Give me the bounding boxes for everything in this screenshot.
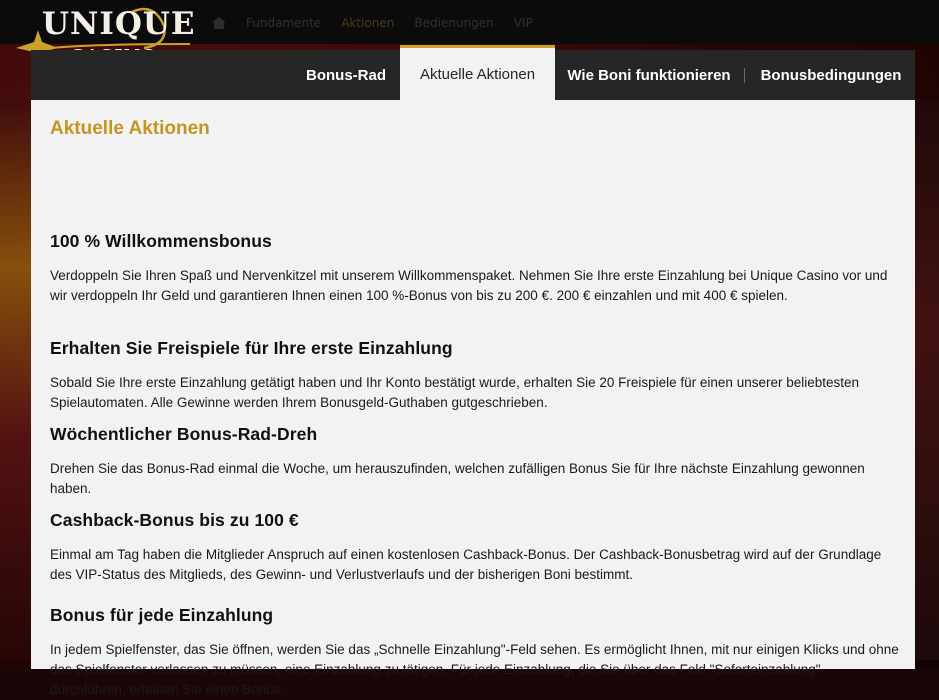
active-tab-pointer [471, 100, 487, 108]
background-decoration-right [913, 100, 939, 660]
section-heading: 100 % Willkommensbonus [50, 231, 272, 251]
promo-section [50, 231, 900, 306]
promo-section [50, 424, 900, 499]
tab-content [31, 100, 915, 697]
tab-aktuelle-aktionen[interactable]: Aktuelle Aktionen [400, 45, 555, 100]
background-main-nav [212, 12, 533, 34]
promo-section [50, 338, 900, 413]
promotions-panel [31, 50, 915, 697]
section-text: Drehen Sie das Bonus-Rad einmal die Woche, um herauszufinden, welchen zufälligen Bonus Sie für Ihre nächste Einzahlung gewonnen haben. [50, 461, 865, 496]
tab-separator [744, 68, 745, 83]
section-heading: Erhalten Sie Freispiele für Ihre erste Einzahlung [50, 338, 453, 358]
section-text: Verdoppeln Sie Ihren Spaß und Nervenkitzel mit unserem Willkommenspaket. Nehmen Sie Ihre erste Einzahlung bei Unique Casino vor und wir verdoppeln Ihr Geld und garantieren Ihnen einen 100 %-Bonus von bis zu 200 €. 200 € einzahlen und mit 400 € spielen. [50, 268, 888, 303]
bg-nav-item[interactable]: Aktionen [341, 16, 395, 30]
tab-wie-boni-funktionieren[interactable]: Wie Boni funktionieren [567, 66, 731, 84]
bg-nav-item[interactable]: Bedienungen [414, 16, 494, 30]
promo-section [50, 605, 900, 700]
section-heading: Bonus für jede Einzahlung [50, 605, 274, 625]
section-text: Einmal am Tag haben die Mitglieder Anspruch auf einen kostenlosen Cashback-Bonus. Der Cashback-Bonusbetrag wird auf der Grundlage des VIP-Status des Mitglieds, des Gewinn- und Verlustverlaufs und der bisherigen Boni bestimmt. [50, 547, 882, 582]
home-icon[interactable] [212, 17, 226, 29]
tab-bonusbedingungen[interactable]: Bonusbedingungen [760, 66, 902, 84]
section-text: In jedem Spielfenster, das Sie öffnen, werden Sie das „Schnelle Einzahlung"-Feld sehen. Es ermöglicht Ihnen, mit nur einigen Klicks und ohne das Spielfenster verlassen zu müssen, eine Einzahlung zu tätigen. Für jede Einzahlung, die Sie über das Feld "Soforteinzahlung" durchführen, erhalten Sie einen Bonus. [50, 642, 899, 697]
background-decoration-left [0, 100, 32, 660]
promo-section [50, 510, 900, 585]
page-title: Aktuelle Aktionen [50, 118, 210, 139]
bg-nav-item[interactable]: VIP [513, 16, 533, 30]
section-heading: Cashback-Bonus bis zu 100 € [50, 510, 299, 530]
tab-bonus-rad[interactable]: Bonus-Rad [306, 66, 386, 84]
bg-nav-item[interactable]: Fundamente [246, 16, 322, 30]
tab-bar [31, 50, 915, 100]
section-text: Sobald Sie Ihre erste Einzahlung getätigt haben und Ihr Konto bestätigt wurde, erhalten Sie 20 Freispiele für einen unserer beliebtesten Spielautomaten. Alle Gewinne werden Ihrem Bonusgeld-Guthaben gutgeschrieben. [50, 375, 860, 410]
section-heading: Wöchentlicher Bonus-Rad-Dreh [50, 424, 318, 444]
logo-title: UNIQUE [42, 6, 196, 42]
